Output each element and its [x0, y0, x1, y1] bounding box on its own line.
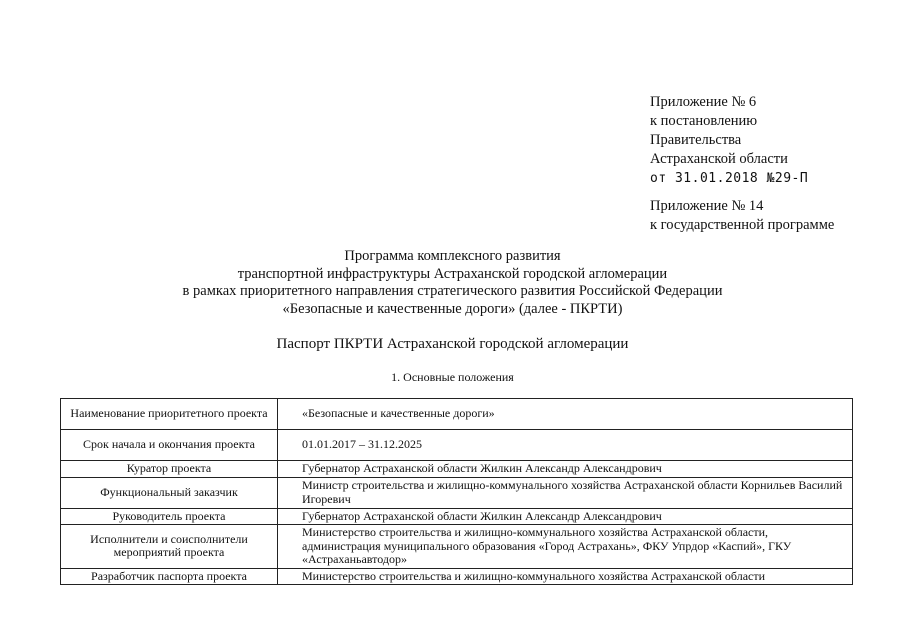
- row-value: «Безопасные и качественные дороги»: [278, 399, 853, 430]
- appendix-14-line-1: Приложение № 14: [650, 198, 764, 214]
- appendix-6-line-1: Приложение № 6: [650, 94, 757, 110]
- row-value: Губернатор Астраханской области Жилкин Александр Александрович: [278, 508, 853, 525]
- row-value: 01.01.2017 – 31.12.2025: [278, 430, 853, 461]
- row-label: Функциональный заказчик: [61, 477, 278, 508]
- program-title-line-2: транспортной инфраструктуры Астраханской городской агломерации: [237, 265, 668, 282]
- appendix-14-line-2: к государственной программе: [650, 217, 835, 233]
- appendix-6-block: [650, 93, 808, 188]
- row-label: Руководитель проекта: [61, 508, 278, 525]
- appendix-6-order-line: от 31.01.2018 №29-П: [650, 171, 809, 186]
- appendix-6-line-4: Астраханской области: [650, 151, 788, 167]
- program-title: [0, 248, 905, 318]
- row-value: Министерство строительства и жилищно-коммунального хозяйства Астраханской области, администрация муниципального образования «Город Астрахань», ФКУ Упрдор «Каспий», ГКУ «Астраханьавтодор»: [278, 525, 853, 569]
- table-row: [61, 508, 853, 525]
- row-value: Губернатор Астраханской области Жилкин Александр Александрович: [278, 461, 853, 478]
- table-row: [61, 525, 853, 569]
- appendix-14-block: [650, 197, 834, 235]
- row-value: Министр строительства и жилищно-коммунального хозяйства Астраханской области Корнильев Василий Игоревич: [278, 477, 853, 508]
- table-row: [61, 568, 853, 585]
- passport-subtitle: Паспорт ПКРТИ Астраханской городской агломерации: [276, 336, 629, 352]
- section-heading: 1. Основные положения: [391, 370, 514, 384]
- table-row: [61, 399, 853, 430]
- row-label: Исполнители и соисполнители мероприятий проекта: [61, 525, 278, 569]
- row-label: Разработчик паспорта проекта: [61, 568, 278, 585]
- row-value: Министерство строительства и жилищно-коммунального хозяйства Астраханской области: [278, 568, 853, 585]
- program-title-line-4: «Безопасные и качественные дороги» (далее - ПКРТИ): [282, 300, 623, 317]
- table-row: [61, 461, 853, 478]
- program-title-line-1: Программа комплексного развития: [344, 248, 561, 264]
- row-label: Наименование приоритетного проекта: [61, 399, 278, 430]
- table-row: [61, 477, 853, 508]
- row-label: Срок начала и окончания проекта: [61, 430, 278, 461]
- appendix-6-line-2: к постановлению: [650, 113, 758, 129]
- table-row: [61, 430, 853, 461]
- program-title-line-3: в рамках приоритетного направления стратегического развития Российской Федерации: [182, 283, 723, 299]
- row-label: Куратор проекта: [61, 461, 278, 478]
- appendix-6-line-3: Правительства: [650, 132, 742, 148]
- passport-table: [60, 398, 853, 585]
